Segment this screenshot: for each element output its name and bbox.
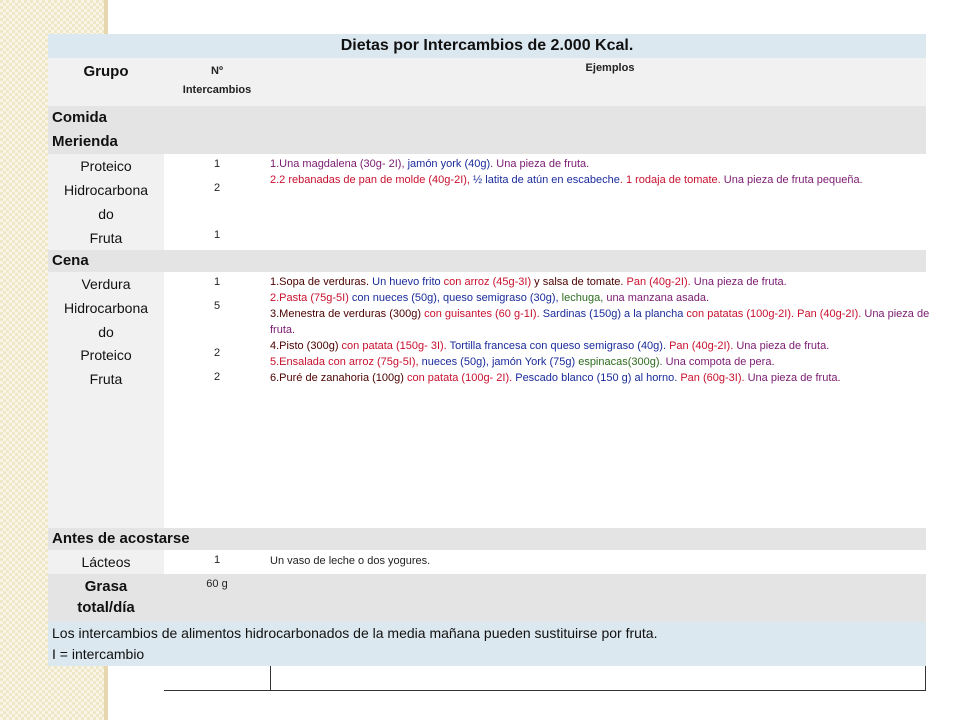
cena-example-4 [270, 338, 930, 354]
merienda-group-hidrocarbonado [48, 178, 164, 226]
merienda-examples [270, 156, 930, 188]
header-num-line2: Intercambios [182, 84, 252, 96]
grasa-label-line2: total/día [77, 599, 135, 616]
antes-group-lacteos: Lácteos [81, 554, 131, 570]
header-num-line1: Nº [211, 65, 223, 77]
merienda-num-proteico: 1 [213, 158, 221, 170]
example-segment: con guisantes (60 g-1I). [421, 308, 540, 320]
group-label-line1: Hidrocarbona [63, 182, 149, 198]
table-column-divider [270, 666, 271, 691]
example-segment: Pan (40g-2I). [623, 276, 691, 288]
example-segment: 1 rodaja de tomate. [625, 174, 721, 186]
example-segment: espinacas(300g). [575, 356, 663, 368]
grasa-label-line1: Grasa [84, 578, 128, 595]
note-line-2: I = intercambio [52, 646, 145, 662]
section-comida: Comida [48, 106, 926, 130]
merienda-group-fruta: Fruta [89, 230, 123, 246]
example-segment: con patatas (100g-2I). Pan (40g-2I). [683, 308, 862, 320]
example-segment: Tortilla francesa con queso semigraso (40g). [446, 340, 667, 352]
section-antes-de-acostarse: Antes de acostarse [48, 528, 926, 550]
cena-group-proteico: Proteico [80, 347, 132, 363]
example-segment: . [619, 174, 626, 186]
grasa-total-value: 60 g [206, 578, 228, 590]
cena-group-fruta: Fruta [89, 371, 123, 387]
example-segment: . Una pieza de fruta. [490, 158, 590, 170]
example-segment: una manzana asada. [603, 292, 710, 304]
header-num-intercambios [164, 62, 270, 100]
example-segment: con patata (150g- 3I). [338, 340, 447, 352]
example-segment: 6.Puré de zanahoria (100g) [270, 372, 404, 384]
example-segment: 5.Ensalada con arroz (75g-5I), [270, 356, 419, 368]
cena-example-5 [270, 354, 930, 370]
header-grupo: Grupo [83, 63, 129, 80]
example-segment: Una pieza de fruta. [270, 308, 930, 336]
example-segment: ½ latita de atún en escabeche [473, 174, 620, 186]
table-title: Dietas por Intercambios de 2.000 Kcal. [340, 37, 634, 54]
example-segment: Una pieza de fruta pequeña. [720, 174, 863, 186]
cena-example-3 [270, 306, 930, 338]
example-segment: nueces (50g), jamón York (75g) [418, 356, 576, 368]
example-segment: jamón york (40g) [407, 158, 491, 170]
merienda-example-2 [270, 172, 930, 188]
example-segment: con arroz (45g-3I) [440, 276, 532, 288]
example-segment: 4.Pisto (300g) [270, 340, 339, 352]
merienda-group-proteico: Proteico [80, 158, 132, 174]
section-cena: Cena [48, 250, 926, 272]
example-segment: con patata (100g- 2I). [403, 372, 513, 384]
example-segment: Sardinas (150g) a la plancha [539, 308, 684, 320]
header-ejemplos: Ejemplos [585, 62, 635, 74]
example-segment: 1.Sopa de verduras. [270, 276, 370, 288]
table-bottom-border [164, 690, 926, 691]
cena-example-1 [270, 274, 930, 290]
table-right-border [925, 666, 926, 691]
cena-num-fruta: 2 [213, 371, 221, 383]
antes-num-lacteos: 1 [213, 554, 221, 566]
example-segment: Pescado blanco (150 g) al horno. [512, 372, 678, 384]
merienda-num-hidrocarbonado: 2 [213, 182, 221, 194]
cena-num-proteico: 2 [213, 347, 221, 359]
cena-num-hidrocarbonado: 5 [213, 300, 221, 312]
example-segment: Pan (40g-2I). [666, 340, 734, 352]
example-segment: 1.Una magdalena (30g- 2I), [270, 158, 408, 170]
cena-num-verdura: 1 [213, 276, 221, 288]
note-line-1: Los intercambios de alimentos hidrocarbonados de la media mañana pueden sustituirse por fruta. [52, 625, 658, 641]
example-segment: Una pieza de fruta. [733, 340, 830, 352]
section-merienda: Merienda [48, 130, 926, 154]
group-label-line2: do [98, 206, 114, 222]
example-segment: Pan (60g-3I). [677, 372, 745, 384]
example-segment: y salsa de tomate. [531, 276, 624, 288]
example-segment: 2.2 rebanadas de pan de molde (40g-2I), [270, 174, 474, 186]
example-segment: 3.Menestra de verduras (300g) [270, 308, 422, 320]
example-segment: Una compota de pera. [662, 356, 775, 368]
grasa-total-label [48, 576, 164, 618]
example-segment: 2.Pasta (75g-5I) [270, 292, 349, 304]
group-label-line2: do [98, 324, 114, 340]
group-label-line1: Hidrocarbona [63, 300, 149, 316]
example-segment: Una pieza de fruta. [744, 372, 841, 384]
cena-example-2 [270, 290, 930, 306]
cena-example-6 [270, 370, 930, 386]
example-segment: con nueces (50g), queso semigraso (30g), [348, 292, 559, 304]
merienda-num-fruta: 1 [213, 229, 221, 241]
cena-examples [270, 274, 930, 386]
cena-group-hidrocarbonado [48, 296, 164, 344]
example-segment: lechuga, [558, 292, 604, 304]
example-segment: Una pieza de fruta. [690, 276, 787, 288]
cena-group-verdura: Verdura [81, 276, 131, 292]
merienda-example-1 [270, 156, 930, 172]
antes-example: Un vaso de leche o dos yogures. [270, 555, 431, 567]
example-segment: Un huevo frito [369, 276, 441, 288]
